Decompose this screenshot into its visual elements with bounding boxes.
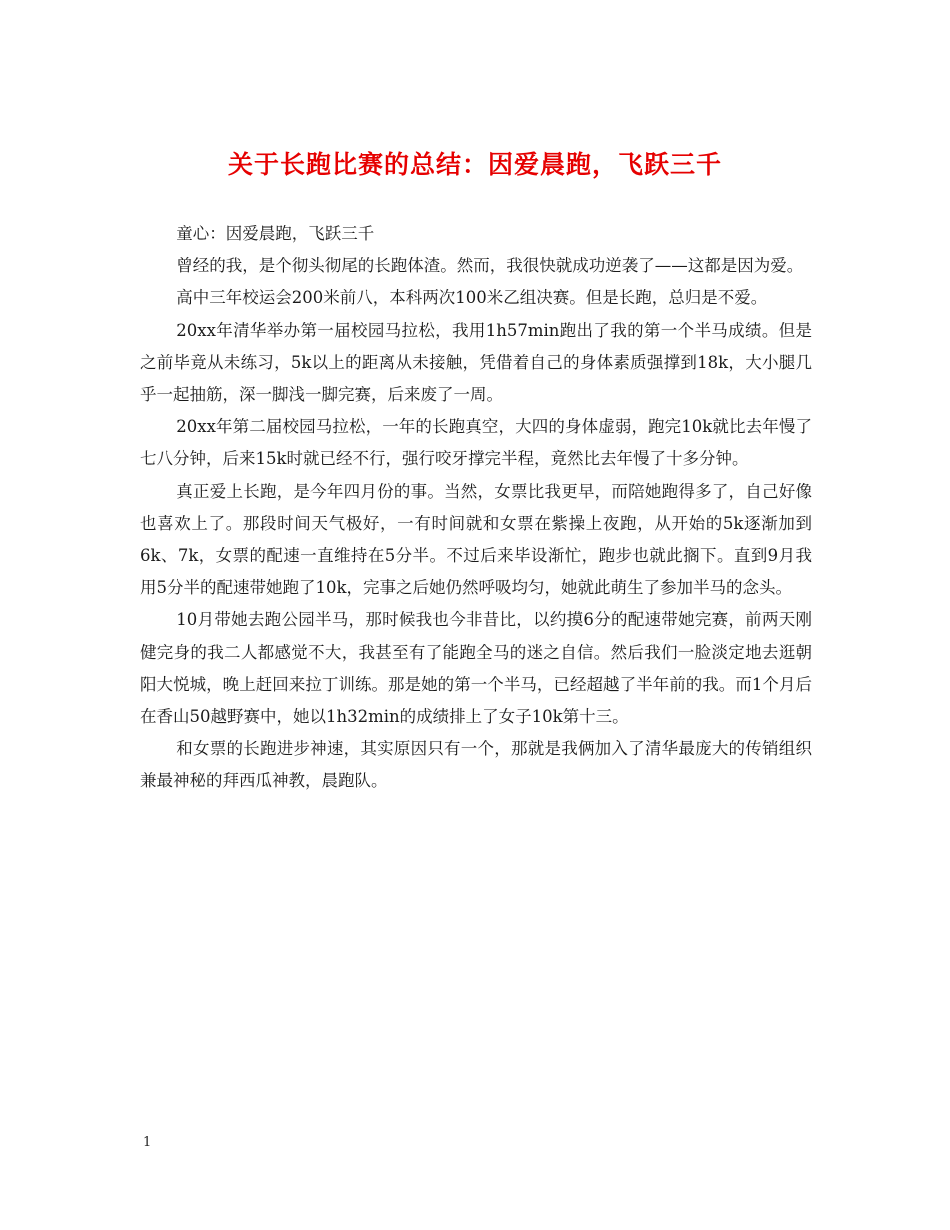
paragraph: 10月带她去跑公园半马，那时候我也今非昔比，以约摸6分的配速带她完赛，前两天刚健完身的我二人都感觉不大，我甚至有了能跑全马的迷之自信。然后我们一脸淡定地去逛朝阳大悦城，晚上赶回来拉丁训练。那是她的第一个半马，已经超越了半年前的我。而1个月后在香山50越野赛中，她以1h32min的成绩排上了女子10k第十三。 [140, 610, 812, 727]
document-body [140, 218, 812, 798]
paragraph: 曾经的我，是个彻头彻尾的长跑体渣。然而，我很快就成功逆袭了——这都是因为爱。 [176, 256, 804, 276]
page-title: 关于长跑比赛的总结：因爱晨跑，飞跃三千 [227, 150, 722, 179]
paragraph-subtitle: 童心：因爱晨跑，飞跃三千 [176, 224, 375, 243]
paragraph: 20xx年第二届校园马拉松，一年的长跑真空，大四的身体虚弱，跑完10k就比去年慢了七八分钟，后来15k时就已经不行，强行咬牙撑完半程，竟然比去年慢了十多分钟。 [140, 417, 812, 469]
paragraph: 20xx年清华举办第一届校园马拉松，我用1h57min跑出了我的第一个半马成绩。但是之前毕竟从未练习，5k以上的距离从未接触，凭借着自己的身体素质强撑到18k，大小腿几乎一起抽筋，深一脚浅一脚完赛，后来废了一周。 [140, 320, 812, 405]
paragraph: 真正爱上长跑，是今年四月份的事。当然，女票比我更早，而陪她跑得多了，自己好像也喜欢上了。那段时间天气极好，一有时间就和女票在紫操上夜跑，从开始的5k逐渐加到6k、7k，女票的配速一直维持在5分半。不过后来毕设渐忙，跑步也就此搁下。直到9月我用5分半的配速带她跑了10k，完事之后她仍然呼吸均匀，她就此萌生了参加半马的念头。 [140, 481, 812, 598]
page-number: 1 [143, 1135, 152, 1150]
paragraph: 高中三年校运会200米前八，本科两次100米乙组决赛。但是长跑，总归是不爱。 [176, 288, 768, 308]
paragraph: 和女票的长跑进步神速，其实原因只有一个，那就是我俩加入了清华最庞大的传销组织兼最神秘的拜西瓜神教，晨跑队。 [140, 739, 812, 791]
